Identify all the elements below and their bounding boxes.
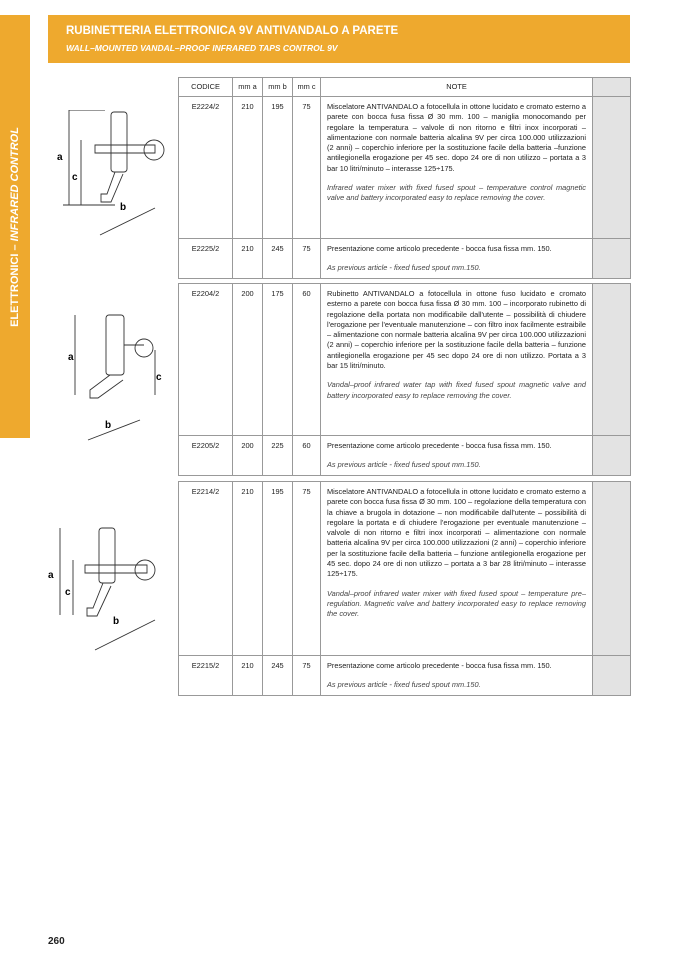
note-italian: Rubinetto ANTIVANDALO a fotocellula in ottone fuso lucidato e cromato esterno a parete con bocca fusa fissa Ø 30 mm. 100 – incorporato rubinetto di regolazione della portata non modificabile dall'utente – possibilità di chiudere l'erogazione per l'eventuale manutenzione – con filtro inox facilmente estraibile – alimentazione con normale batteria alcalina 9V per circa 100.000 utilizzazioni (2 anni) – coperchio inferiore per la sostituzione facile della batteria – funzione antilegionella erogazione per 45 sec dopo 24 ore di non utilizzo. Portata a 3 bar 15 litri/minuto. [327, 289, 586, 371]
dim-b: 195 [263, 482, 293, 656]
dim-c: 60 [293, 436, 321, 476]
side-tab-label [9, 127, 21, 327]
blank-cell [593, 239, 631, 279]
note-english: As previous article - fixed fused spout mm.150. [327, 263, 481, 273]
blank-cell [593, 482, 631, 656]
table-row [179, 239, 631, 279]
table-row [179, 436, 631, 476]
dim-b: 175 [263, 284, 293, 436]
table-row [179, 284, 631, 436]
note-cell [321, 482, 593, 656]
dim-label-b: b [113, 616, 120, 627]
side-label-en: INFRARED CONTROL [9, 127, 21, 242]
dim-label-c: c [72, 172, 78, 183]
product-code: E2224/2 [179, 97, 233, 239]
product-table [178, 481, 631, 696]
note-italian: Presentazione come articolo precedente - bocca fusa fissa mm. 150. [327, 661, 552, 670]
page-header [48, 15, 630, 63]
note-cell [321, 97, 593, 239]
table-row [179, 656, 631, 696]
dim-label-b: b [105, 420, 112, 431]
side-label-it: ELETTRONICI – [9, 241, 21, 327]
dim-label-c: c [65, 587, 71, 598]
blank-cell [593, 97, 631, 239]
dim-c: 75 [293, 656, 321, 696]
product-table [178, 77, 631, 279]
dim-label-a: a [68, 352, 74, 363]
table-row [179, 97, 631, 239]
dim-b: 195 [263, 97, 293, 239]
dim-a: 200 [233, 284, 263, 436]
col-mm-a: mm a [233, 78, 263, 97]
product-code: E2214/2 [179, 482, 233, 656]
section-side-tab [0, 15, 30, 438]
product-code: E2215/2 [179, 656, 233, 696]
note-cell [321, 239, 593, 279]
dim-a: 210 [233, 97, 263, 239]
col-mm-c: mm c [293, 78, 321, 97]
dim-label-a: a [48, 570, 54, 581]
note-english: As previous article - fixed fused spout mm.150. [327, 460, 481, 470]
note-italian: Presentazione come articolo precedente - bocca fusa fissa mm. 150. [327, 244, 552, 253]
note-italian: Miscelatore ANTIVANDALO a fotocellula in ottone lucidato e cromato esterno a parete con bocca fusa fissa Ø 30 mm. 100 – regolazione della temperatura con la chiave a brugola in dotazione – non modificabile dall'utente – possibilità di regolare la portata e di chiudere l'erogazione per eventuale manutenzione – valvole di non ritorno e filtri inox incorporati – alimentazione con normale batteria alcalina 9V per circa 100.000 utilizzazioni (2 anni) – coperchio inferiore per la sostituzione facile della batteria – funzione antilegionella erogazione per 45 sec. dopo 24 ore di non utilizzo – portata a 3 bar 28 litri/minuto – interasse 125÷175. [327, 487, 586, 579]
col-mm-b: mm b [263, 78, 293, 97]
table-header-row [179, 78, 631, 97]
note-cell [321, 436, 593, 476]
page-title: RUBINETTERIA ELETTRONICA 9V ANTIVANDALO A PARETE [66, 25, 399, 37]
blank-cell [593, 656, 631, 696]
blank-cell [593, 284, 631, 436]
note-english: Vandal–proof infrared water mixer with fixed fused spout – temperature pre–regulation. Magnetic valve and battery incorporated easy to replace removing the cover. [327, 588, 586, 619]
tap-drawing-3 [45, 520, 165, 655]
page-subtitle: WALL–MOUNTED VANDAL–PROOF INFRARED TAPS CONTROL 9V [66, 43, 338, 53]
dim-b: 245 [263, 239, 293, 279]
note-cell [321, 656, 593, 696]
dim-c: 75 [293, 97, 321, 239]
dim-a: 210 [233, 656, 263, 696]
tap-drawing-2 [60, 310, 170, 445]
dim-c: 75 [293, 482, 321, 656]
product-code: E2205/2 [179, 436, 233, 476]
product-code: E2225/2 [179, 239, 233, 279]
tap-drawing-1 [55, 110, 165, 245]
col-codice: CODICE [179, 78, 233, 97]
product-table [178, 283, 631, 476]
blank-cell [593, 436, 631, 476]
col-blank [593, 78, 631, 97]
note-cell [321, 284, 593, 436]
note-italian: Presentazione come articolo precedente - bocca fusa fissa mm. 150. [327, 441, 552, 450]
dim-a: 200 [233, 436, 263, 476]
col-note: NOTE [321, 78, 593, 97]
note-italian: Miscelatore ANTIVANDALO a fotocellula in ottone lucidato e cromato esterno a parete con bocca fusa fissa Ø 30 mm. 100 – maniglia monocomando per regolare la temperatura – valvole di non ritorno e filtri inox incorporati – alimentazione con normale batteria alcalina 9V per circa 100.000 utilizzazioni (2 anni) – coperchio inferiore per la sostituzione facile della batteria –funzione antilegionella erogazione per 45 sec. dopo 24 ore di non utilizzo – portata a 3 bar 10 litri/minuto – interasse 125÷175. [327, 102, 586, 173]
dim-a: 210 [233, 239, 263, 279]
page-number: 260 [48, 936, 65, 947]
dim-b: 225 [263, 436, 293, 476]
dim-label-c: c [156, 372, 162, 383]
note-english: As previous article - fixed fused spout mm.150. [327, 680, 481, 690]
dim-label-b: b [120, 202, 127, 213]
dim-c: 75 [293, 239, 321, 279]
dim-label-a: a [57, 152, 63, 163]
dim-a: 210 [233, 482, 263, 656]
table-row [179, 482, 631, 656]
note-english: Vandal–proof infrared water tap with fixed fused spout magnetic valve and battery incorporated easy to replace removing the cover. [327, 380, 586, 400]
dim-c: 60 [293, 284, 321, 436]
dim-b: 245 [263, 656, 293, 696]
product-code: E2204/2 [179, 284, 233, 436]
note-english: Infrared water mixer with fixed fused spout – temperature control magnetic valve and battery incorporated easy to replace removing the cover. [327, 183, 586, 203]
